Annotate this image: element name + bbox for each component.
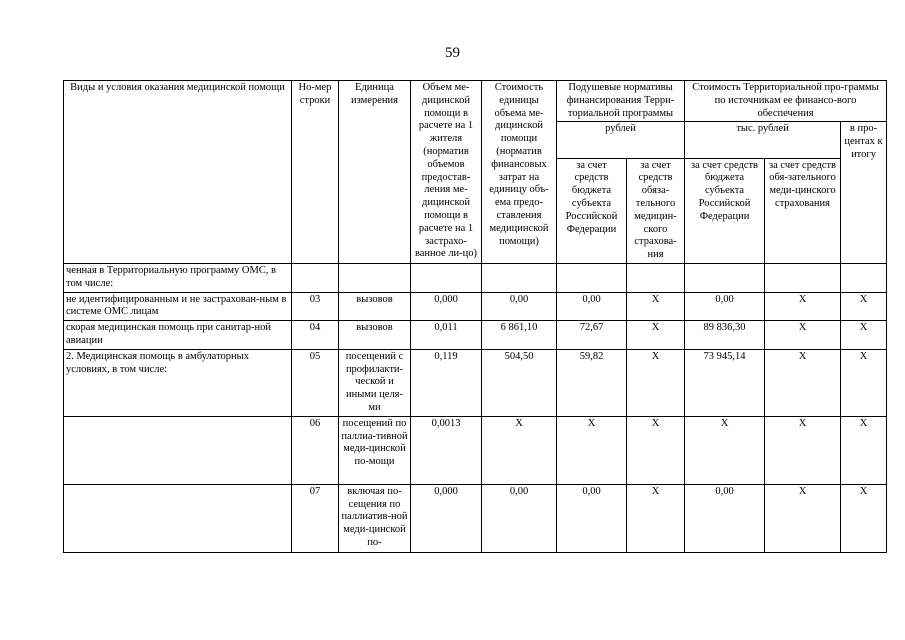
cell-row-no: 06 (292, 416, 339, 484)
header-per-capita: Подушевые нормативы финансирования Терри-ториальной программы (557, 81, 685, 122)
cell-cost: 0,00 (482, 292, 557, 321)
cell-percent (841, 264, 887, 293)
cell-kind (64, 416, 292, 484)
table-row (64, 484, 887, 552)
table-row (64, 416, 887, 484)
cell-pc-oms (627, 264, 685, 293)
header-row-no: Но-мер строки (292, 81, 339, 264)
cell-pc-budget: 72,67 (557, 321, 627, 350)
cell-tc-budget: 0,00 (685, 292, 765, 321)
header-cost: Стоимость единицы объема ме-дицинской помощи (норматив финансовых затрат на единицу объ-ема предо-ставления медицинской помощи) (482, 81, 557, 264)
cell-cost: 504,50 (482, 349, 557, 416)
cell-cost: Х (482, 416, 557, 484)
cell-unit (339, 264, 411, 293)
header-tc-budget: за счет средств бюджета субъекта Российской Федерации (685, 158, 765, 263)
header-tc-oms: за счет средств обя-зательного меди-цинского страхования (765, 158, 841, 263)
cell-volume (411, 264, 482, 293)
table-row (64, 292, 887, 321)
cell-kind: 2. Медицинская помощь в амбулаторных условиях, в том числе: (64, 349, 292, 416)
financing-table (63, 80, 887, 553)
cell-tc-oms: Х (765, 416, 841, 484)
cell-pc-budget: 0,00 (557, 484, 627, 552)
header-kind: Виды и условия оказания медицинской помощи (64, 81, 292, 264)
cell-tc-oms: Х (765, 484, 841, 552)
cell-kind: не идентифицированным и не застрахован-ным в системе ОМС лицам (64, 292, 292, 321)
cell-percent: Х (841, 416, 887, 484)
cell-pc-oms: Х (627, 292, 685, 321)
cell-pc-budget: 59,82 (557, 349, 627, 416)
cell-pc-oms: Х (627, 321, 685, 350)
cell-tc-budget (685, 264, 765, 293)
cell-row-no (292, 264, 339, 293)
table-row (64, 264, 887, 293)
cell-tc-oms: Х (765, 321, 841, 350)
cell-pc-oms: Х (627, 484, 685, 552)
cell-percent: Х (841, 349, 887, 416)
cell-tc-budget: 89 836,30 (685, 321, 765, 350)
header-unit: Единица измерения (339, 81, 411, 264)
header-percent: в про-центах к итогу (841, 122, 887, 264)
cell-unit: посещений по паллиа-тивной меди-цинской по-мощи (339, 416, 411, 484)
cell-volume: 0,0013 (411, 416, 482, 484)
cell-kind: ченная в Территориальную программу ОМС, в том числе: (64, 264, 292, 293)
cell-cost: 6 861,10 (482, 321, 557, 350)
cell-kind (64, 484, 292, 552)
cell-percent: Х (841, 292, 887, 321)
cell-row-no: 03 (292, 292, 339, 321)
header-program-cost: Стоимость Территориальной про-граммы по источникам ее финансо-вого обеспечения (685, 81, 887, 122)
cell-row-no: 07 (292, 484, 339, 552)
cell-pc-budget: 0,00 (557, 292, 627, 321)
header-pc-budget: за счет средств бюджета субъекта Российской Федерации (557, 158, 627, 263)
cell-unit: вызовов (339, 292, 411, 321)
cell-volume: 0,011 (411, 321, 482, 350)
cell-unit: включая по-сещения по паллиатив-ной меди-цинской по- (339, 484, 411, 552)
cell-cost: 0,00 (482, 484, 557, 552)
cell-tc-oms: Х (765, 292, 841, 321)
cell-tc-budget: Х (685, 416, 765, 484)
cell-percent: Х (841, 321, 887, 350)
page-number: 59 (445, 45, 460, 61)
cell-pc-oms: Х (627, 416, 685, 484)
header-row-1 (64, 81, 887, 122)
cell-tc-oms: Х (765, 349, 841, 416)
cell-volume: 0,119 (411, 349, 482, 416)
cell-cost (482, 264, 557, 293)
cell-tc-oms (765, 264, 841, 293)
cell-tc-budget: 0,00 (685, 484, 765, 552)
cell-row-no: 04 (292, 321, 339, 350)
cell-pc-oms: Х (627, 349, 685, 416)
header-pc-oms: за счет средств обяза-тельного медицин-ского страхова-ния (627, 158, 685, 263)
cell-pc-budget (557, 264, 627, 293)
header-unit-rubles: рублей (557, 122, 685, 158)
cell-kind: скорая медицинская помощь при санитар-ной авиации (64, 321, 292, 350)
table-row (64, 321, 887, 350)
cell-unit: посещений с профилакти-ческой и иными целя-ми (339, 349, 411, 416)
header-volume: Объем ме-дицинской помощи в расчете на 1 жителя (норматив объемов предостав-ления ме-дицинской помощи в расчете на 1 застрахо-ванное ли-цо) (411, 81, 482, 264)
table-row (64, 349, 887, 416)
cell-percent: Х (841, 484, 887, 552)
cell-row-no: 05 (292, 349, 339, 416)
cell-volume: 0,000 (411, 484, 482, 552)
cell-tc-budget: 73 945,14 (685, 349, 765, 416)
cell-volume: 0,000 (411, 292, 482, 321)
cell-pc-budget: Х (557, 416, 627, 484)
cell-unit: вызовов (339, 321, 411, 350)
header-unit-thousand-rubles: тыс. рублей (685, 122, 841, 158)
